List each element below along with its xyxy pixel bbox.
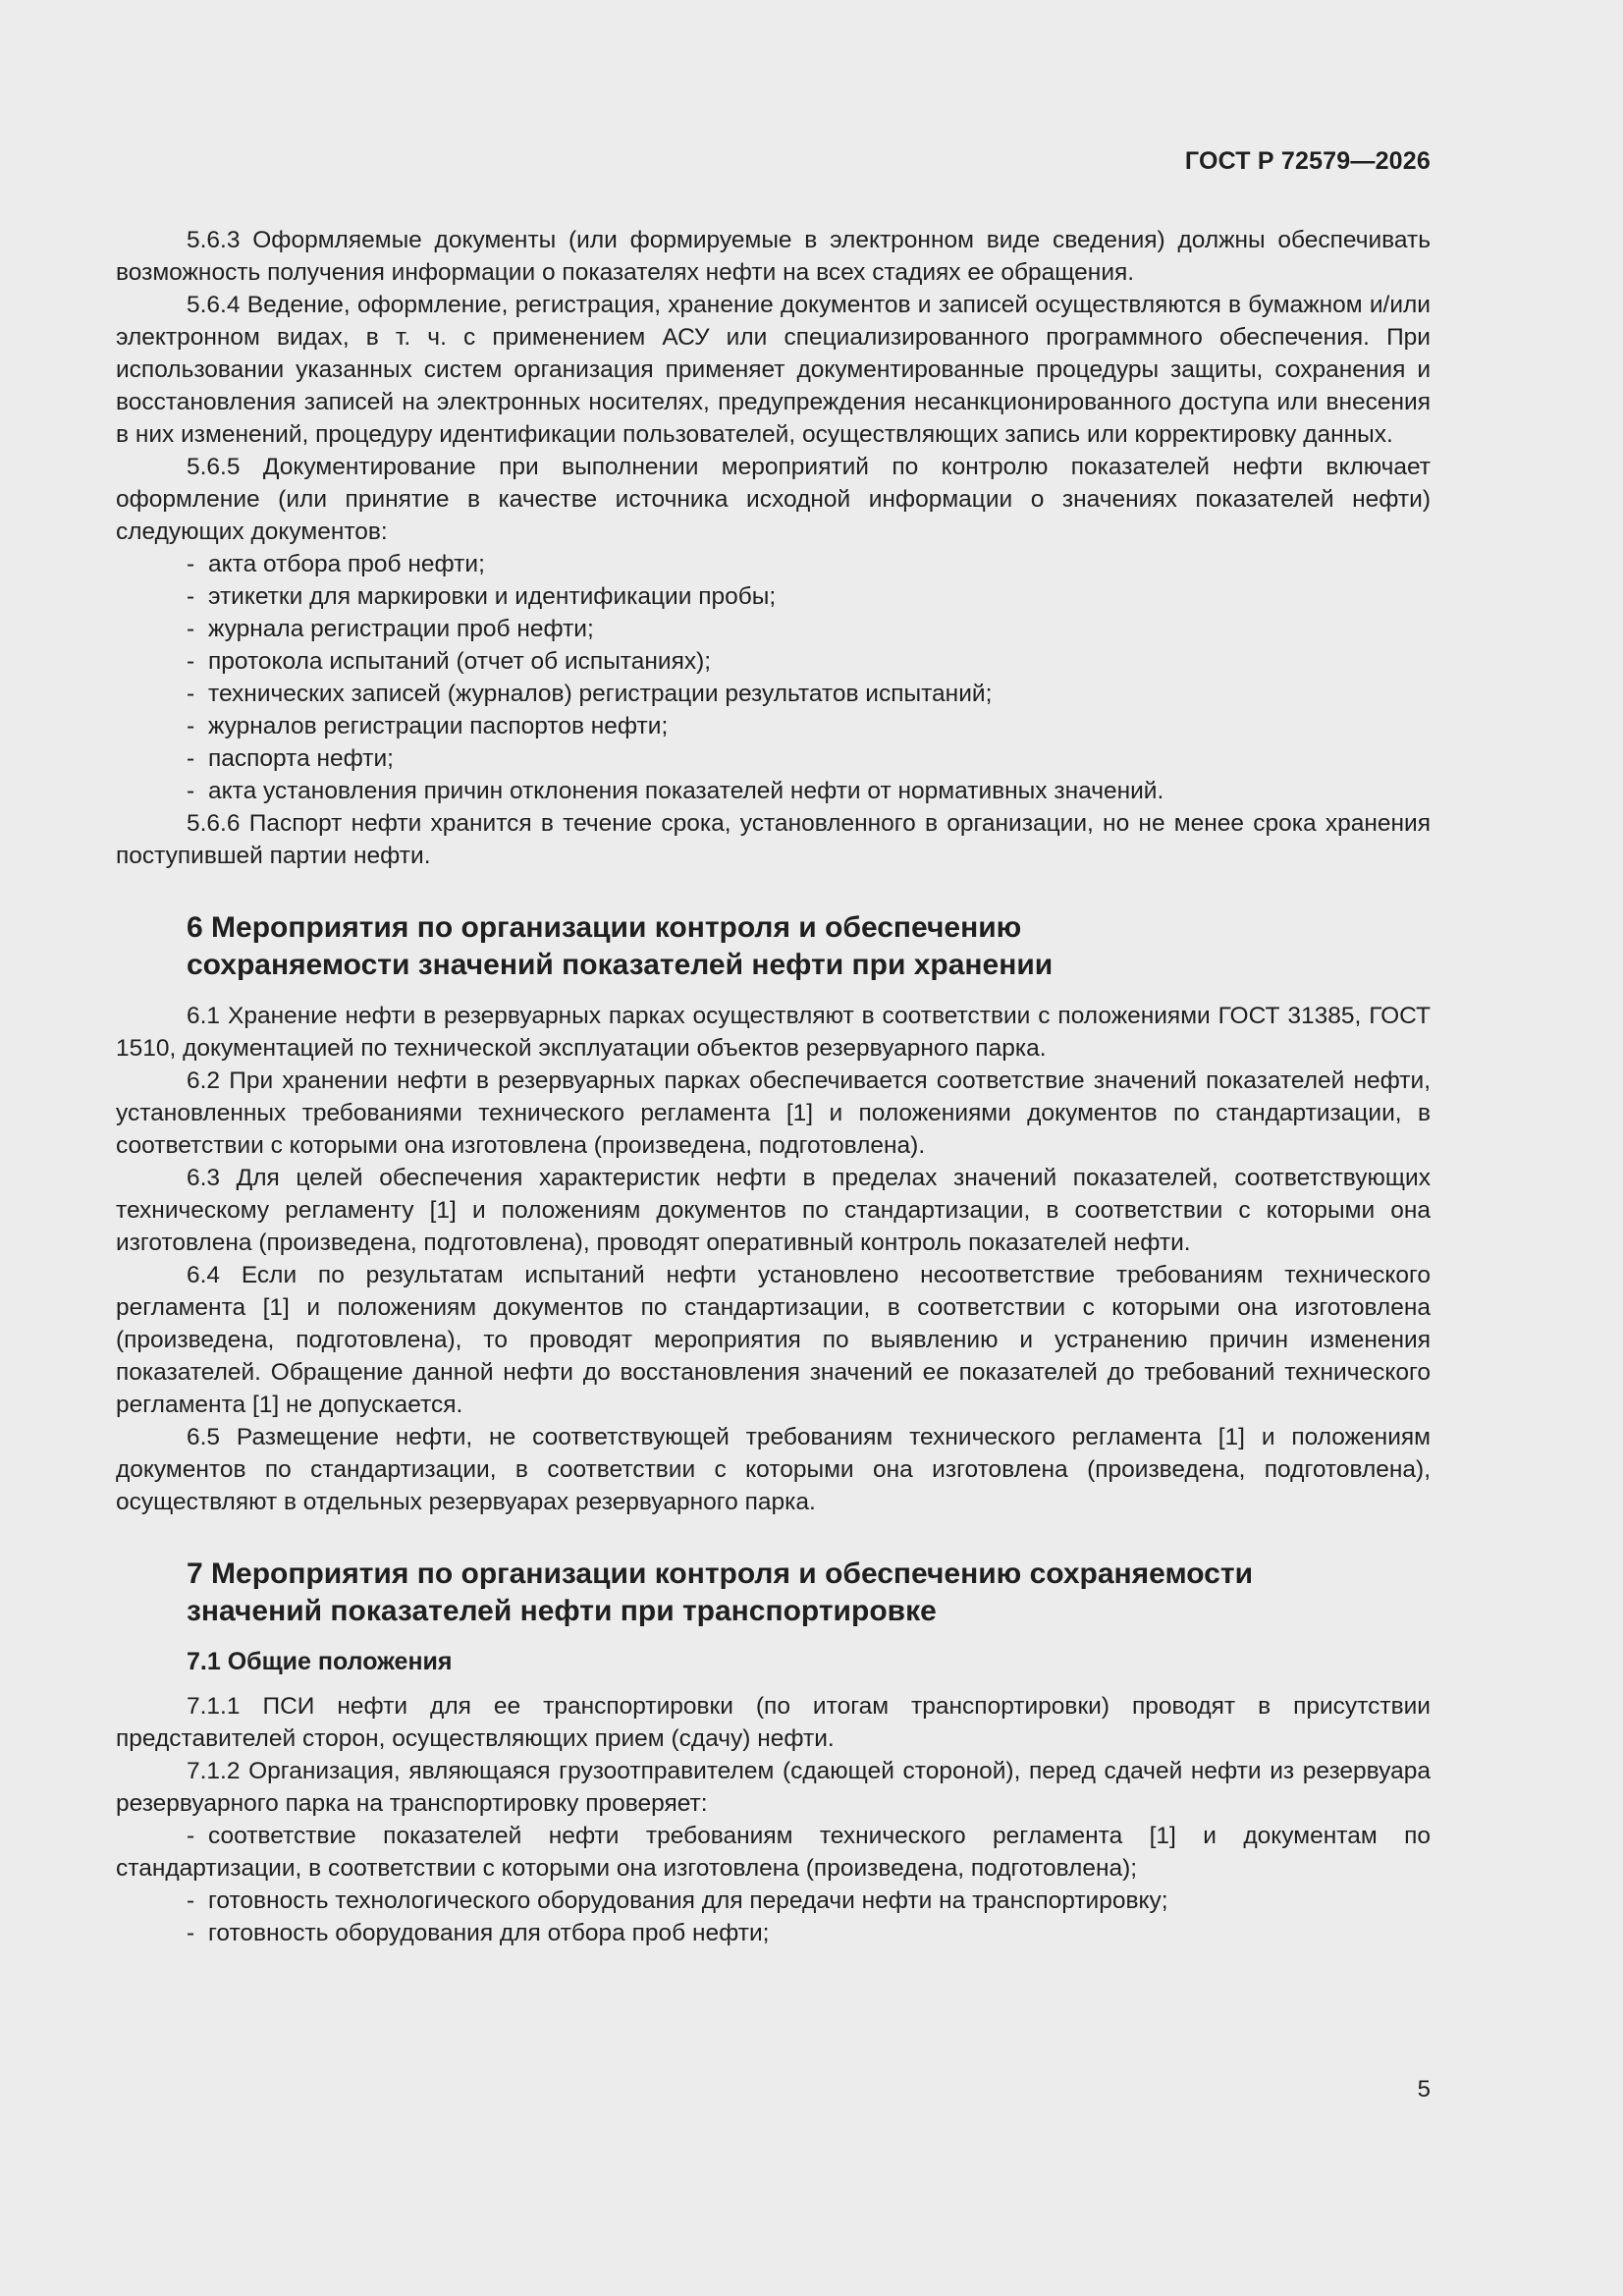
paragraph-7-1-2: 7.1.2 Организация, являющаяся грузоотправителем (сдающей стороной), перед сдачей нефти из резервуара резервуарного парка на транспортировку проверяет: bbox=[116, 1758, 1431, 1817]
list-item: - протокола испытаний (отчет об испытаниях); bbox=[187, 648, 712, 675]
list-item: - акта отбора проб нефти; bbox=[187, 551, 485, 577]
paragraph-5-6-6: 5.6.6 Паспорт нефти хранится в течение срока, установленного в организации, но не менее срока хранения поступившей партии нефти. bbox=[116, 810, 1431, 869]
list-item: - журнала регистрации проб нефти; bbox=[187, 616, 594, 642]
document-designation: ГОСТ Р 72579—2026 bbox=[1184, 147, 1431, 175]
list-item: - журналов регистрации паспортов нефти; bbox=[187, 713, 669, 739]
paragraph-6-1: 6.1 Хранение нефти в резервуарных парках осуществляют в соответствии с положениями ГОСТ 31385, ГОСТ 1510, документацией по технической эксплуатации объектов резервуарного парка. bbox=[116, 1003, 1431, 1062]
section-6-heading-line-2: сохраняемости значений показателей нефти при хранении bbox=[187, 949, 1054, 981]
paragraph-5-6-5: 5.6.5 Документирование при выполнении мероприятий по контролю показателей нефти включает оформление (или принятие в качестве источника исходной информации о значениях показателей нефти) следующих документов: bbox=[116, 454, 1431, 545]
list-item: - технических записей (журналов) регистрации результатов испытаний; bbox=[187, 681, 993, 707]
section-7-heading-line-2: значений показателей нефти при транспортировке bbox=[187, 1595, 937, 1627]
page-number: 5 bbox=[1417, 2076, 1431, 2103]
paragraph-7-1-1: 7.1.1 ПСИ нефти для ее транспортировки (по итогам транспортировки) проводят в присутствии представителей сторон, осуществляющих прием (сдачу) нефти. bbox=[116, 1693, 1431, 1752]
section-7-heading bbox=[116, 1556, 1431, 1630]
paragraph-6-3: 6.3 Для целей обеспечения характеристик нефти в пределах значений показателей, соответствующих техническому регламенту [1] и положениям документов по стандартизации, в соответствии с которыми она изготовлена (произведена, подготовлена), проводят оперативный контроль показателей нефти. bbox=[116, 1165, 1431, 1256]
paragraph-5-6-4: 5.6.4 Ведение, оформление, регистрация, хранение документов и записей осуществляются в бумажном и/или электронном видах, в т. ч. с применением АСУ или специализированного программного обеспечения. При использовании указанных систем организация применяет документированные процедуры защиты, сохранения и восстановления записей на электронных носителях, предупреждения несанкционированного доступа или внесения в них изменений, процедуру идентификации пользователей, осуществляющих запись или корректировку данных. bbox=[116, 292, 1431, 448]
list-item: - готовность технологического оборудования для передачи нефти на транспортировку; bbox=[187, 1887, 1168, 1914]
list-item: - акта установления причин отклонения показателей нефти от нормативных значений. bbox=[187, 778, 1164, 804]
subsection-7-1-heading: 7.1 Общие положения bbox=[187, 1648, 453, 1675]
paragraph-6-5: 6.5 Размещение нефти, не соответствующей требованиям технического регламента [1] и положениям документов по стандартизации, в соответствии с которыми она изготовлена (произведена, подготовлена), осуществляют в отдельных резервуарах резервуарного парка. bbox=[116, 1424, 1431, 1515]
paragraph-6-4: 6.4 Если по результатам испытаний нефти установлено несоответствие требованиям технического регламента [1] и положениям документов по стандартизации, в соответствии с которыми она изготовлена (произведена, подготовлена), то проводят мероприятия по выявлению и устранению причин изменения показателей. Обращение данной нефти до восстановления значений ее показателей до требований технического регламента [1] не допускается. bbox=[116, 1262, 1431, 1418]
section-6-heading-line-1: 6 Мероприятия по организации контроля и обеспечению bbox=[187, 911, 1022, 944]
section-7-heading-line-1: 7 Мероприятия по организации контроля и обеспечению сохраняемости bbox=[187, 1558, 1254, 1590]
section-6-heading bbox=[116, 909, 1431, 984]
paragraph-6-2: 6.2 При хранении нефти в резервуарных парках обеспечивается соответствие значений показателей нефти, установленных требованиями технического регламента [1] и положениями документов по стандартизации, в соответствии с которыми она изготовлена (произведена, подготовлена). bbox=[116, 1067, 1431, 1159]
paragraph-5-6-3: 5.6.3 Оформляемые документы (или формируемые в электронном виде сведения) должны обеспечивать возможность получения информации о показателях нефти на всех стадиях ее обращения. bbox=[116, 227, 1431, 286]
document-body bbox=[116, 224, 1431, 1949]
list-item: - готовность оборудования для отбора проб нефти; bbox=[187, 1920, 770, 1946]
list-item: - паспорта нефти; bbox=[187, 745, 394, 772]
list-item: - этикетки для маркировки и идентификации пробы; bbox=[187, 583, 777, 610]
list-item: - соответствие показателей нефти требованиям технического регламента [1] и документам по стандартизации, в соответствии с которыми она изготовлена (произведена, подготовлена); bbox=[116, 1823, 1431, 1882]
